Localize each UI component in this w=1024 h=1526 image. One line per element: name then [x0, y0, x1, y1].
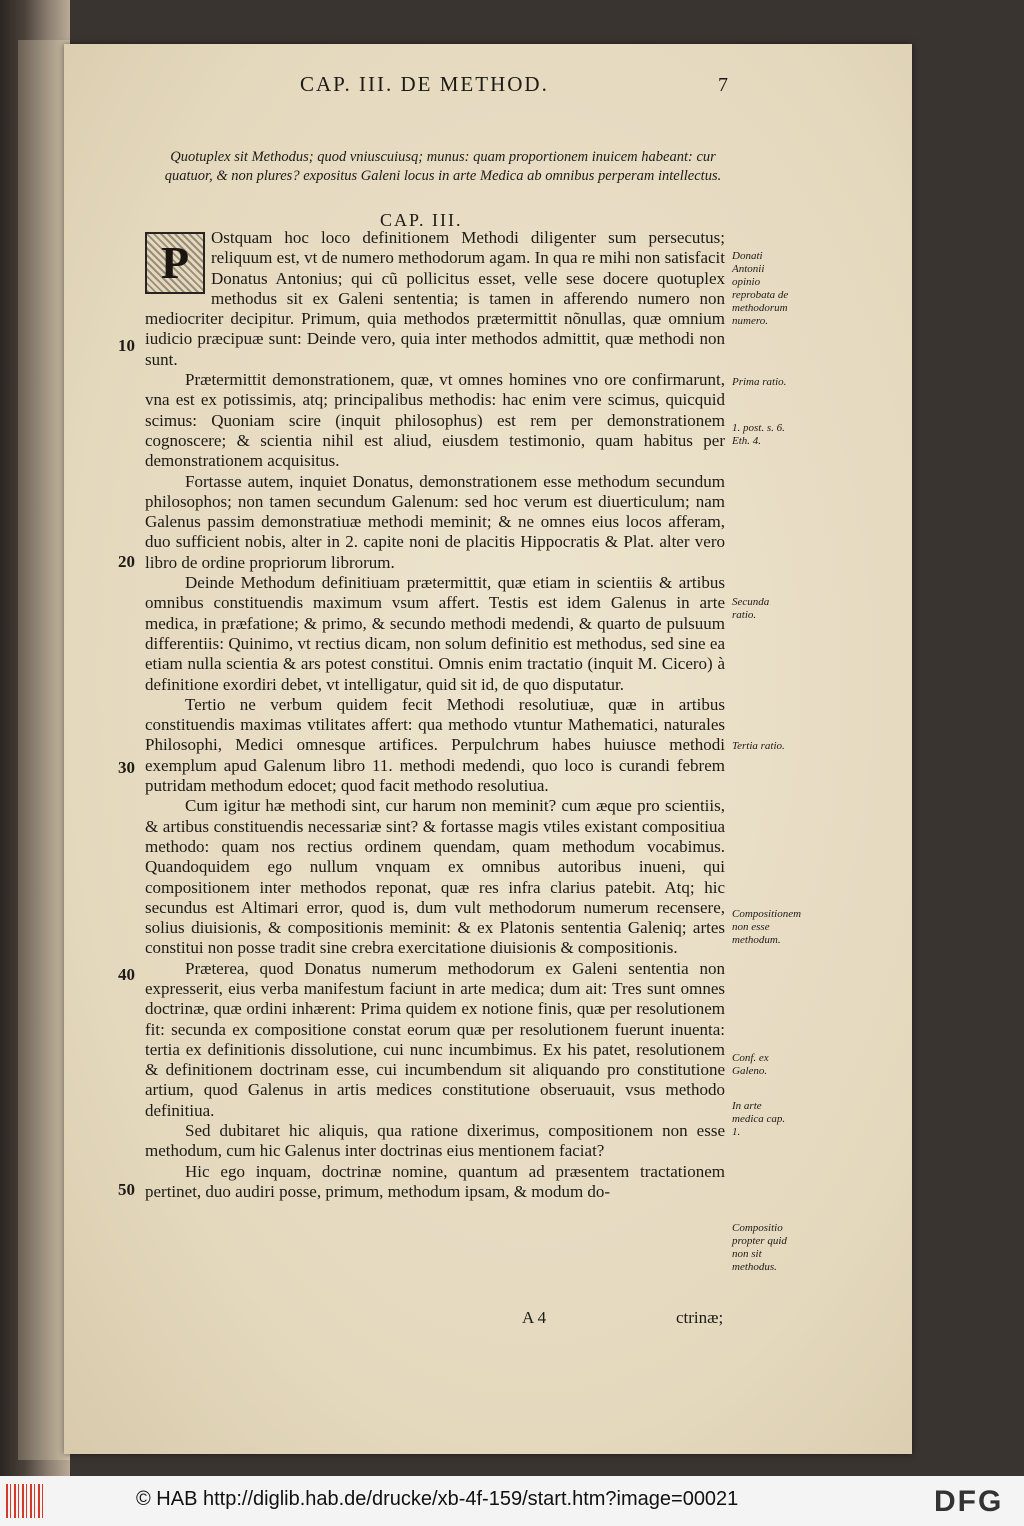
line-number: 10	[118, 336, 135, 355]
paragraph: Fortasse autem, inquiet Donatus, demonstrationem esse methodum secundum philosophos; non tamen secundum Galenum: sed hoc verum est diuerticulum; nam Galenus passim demonstratiuæ methodi meminit; & ne omnes eius locos afferam, duo sufficient nobis, alter in 2. capite noni de placitis Hippocratis & Plat. alter vero libro de ordine propriorum librorum.	[145, 471, 725, 572]
margin-note: Prima ratio.	[732, 376, 787, 388]
margin-note: Tertia ratio.	[732, 740, 785, 752]
line-number: 20	[118, 552, 135, 571]
line-number: 50	[118, 1180, 135, 1199]
margin-note: Compositio propter quid non sit methodus.	[732, 1222, 787, 1273]
chapter-summary: Quotuplex sit Methodus; quod vniuscuiusq; munus: quam proportionem inuicem habeant: cur quatuor, & non plures? expositus Galeni locus in arte Medica ab omnibus perperam intellectus.	[164, 149, 722, 184]
viewer-footer	[0, 1476, 1024, 1526]
chapter-heading: CAP. III.	[380, 210, 463, 230]
catchword: ctrinæ;	[676, 1308, 724, 1327]
paragraph: P Ostquam hoc loco definitionem Methodi diligenter sum persecutus; reliquum est, vt de numero methodorum agam. In qua re mihi non satisfacit Donatus Antonius; qui cũ pollicitus esset, velle sese docere quotuplex methodus sit ex Galeni sententia; is tamen in afferendo numero non mediocriter decipitur. Primum, quia methodos prætermittit nõnullas, quæ omnium iudicio præcipuæ sunt: Deinde vero, quia inter methodos admittit, quæ methodi non sunt.	[145, 228, 725, 369]
paragraph: Præterea, quod Donatus numerum methodorum ex Galeni sententia non expresserit, eius verba manifestum faciunt in arte medica; dum ait: Tres sunt omnes doctrinæ, quæ ordini inhærent: Prima quidem ex notione finis, quæ per resolutionem fit: secunda ex compositione constat eorum quæ per resolutionem fuerunt inuenta: tertia ex definitionis dissolutione, cui nunc incumbimus. Ex his patet, resolutionem & definitionem doctrinam esse, cui incumbendum sit aliquando pro constitutione artium, quod Galenus in artis medices constitutione obseruauit, vsus methodo definitiua.	[145, 958, 725, 1120]
margin-note: Conf. ex Galeno.	[732, 1052, 769, 1077]
paragraph: Tertio ne verbum quidem fecit Methodi resolutiuæ, quæ in artibus constituendis maximas vtilitates affert: qua methodo vtuntur Mathematici, naturales Philosophi, Medici omnesque artifices. Perpulchrum habes huiusce methodi exemplum apud Galenum libro 11. methodi medendi, quo loco is curandi febrem putridam methodum edocet; quod facit methodo resolutiua.	[145, 694, 725, 796]
running-title: CAP. III. DE METHOD.	[300, 72, 549, 96]
margin-note: Donati Antonii opinio reprobata de methodorum numero.	[732, 250, 789, 327]
margin-note: 1. post. s. 6. Eth. 4.	[732, 422, 785, 447]
page-edge	[18, 40, 70, 1460]
line-number: 30	[118, 758, 135, 777]
paragraph: Prætermittit demonstrationem, quæ, vt omnes homines vno ore confirmarunt, vna est ex potissimis, atq; principalibus methodis: hac enim vere scimus, quicquid scimus: Quoniam scire (inquit philosophus) est rem per demonstrationem cognoscere; & scientia nihil est aliud, eiusdem testimonio, quam habitus per demonstrationem acquisitus.	[145, 370, 725, 471]
page-number: 7	[718, 74, 728, 96]
dfg-logo: DFG	[934, 1485, 1004, 1518]
credit-link[interactable]: © HAB http://diglib.hab.de/drucke/xb-4f-159/start.htm?image=00021	[136, 1488, 739, 1510]
body-text	[145, 228, 725, 1202]
decorated-initial: P	[145, 232, 205, 294]
paragraph: Sed dubitaret hic aliquis, qua ratione dixerimus, compositionem non esse methodum, cum hic Galenus inter doctrinas eius mentionem faciat?	[145, 1121, 725, 1161]
margin-note: Compositionem non esse methodum.	[732, 908, 802, 946]
paragraph: Cum igitur hæ methodi sint, cur harum non meminit? cum æque pro scientiis, & artibus constituendis necessariæ sint? & fortasse magis vtiles existant compositiua methodo: quam nos rectius ordinem quendam, quam methodum vocabimus. Quandoquidem ego nullum vnquam ex omnibus autoribus inueni, qui compositionem inter methodos reponat, quæ res infra clarius patebit. Atq; hic secundus est Altimari error, quod is, dum vult methodorum numerum recensere, solius diuisionis, & compositionis meminit: & ex Platonis sententia Galeniq; artes constitui non posse tradit sine crebra exercitatione diuisionis & compositionis.	[145, 796, 725, 958]
paragraph: Hic ego inquam, doctrinæ nomine, quantum ad præsentem tractationem pertinet, duo audiri posse, primum, methodum ipsam, & modum do-	[145, 1161, 725, 1201]
line-number: 40	[118, 965, 135, 984]
signature-mark: A 4	[522, 1308, 547, 1327]
margin-note: In arte medica cap. 1.	[732, 1100, 786, 1138]
paragraph: Deinde Methodum definitiuam prætermittit, quæ etiam in scientiis & artibus omnibus constituendis maximum vsum affert. Testis est idem Galenus in arte medica, in præfatione; & primo, & secundo methodi medendi, & quarto de pulsuum differentiis: Quinimo, vt rectius dicam, non solum definitio est methodus, sed sine ea etiam nulla scientia & ars potest constitui. Omnis enim tractatio (inquit M. Cicero) à definitione exordiri debet, vt intelligatur, quid sit id, de quo disputatur.	[145, 573, 725, 694]
barcode-icon	[6, 1484, 46, 1518]
margin-note: Secunda ratio.	[732, 596, 770, 621]
